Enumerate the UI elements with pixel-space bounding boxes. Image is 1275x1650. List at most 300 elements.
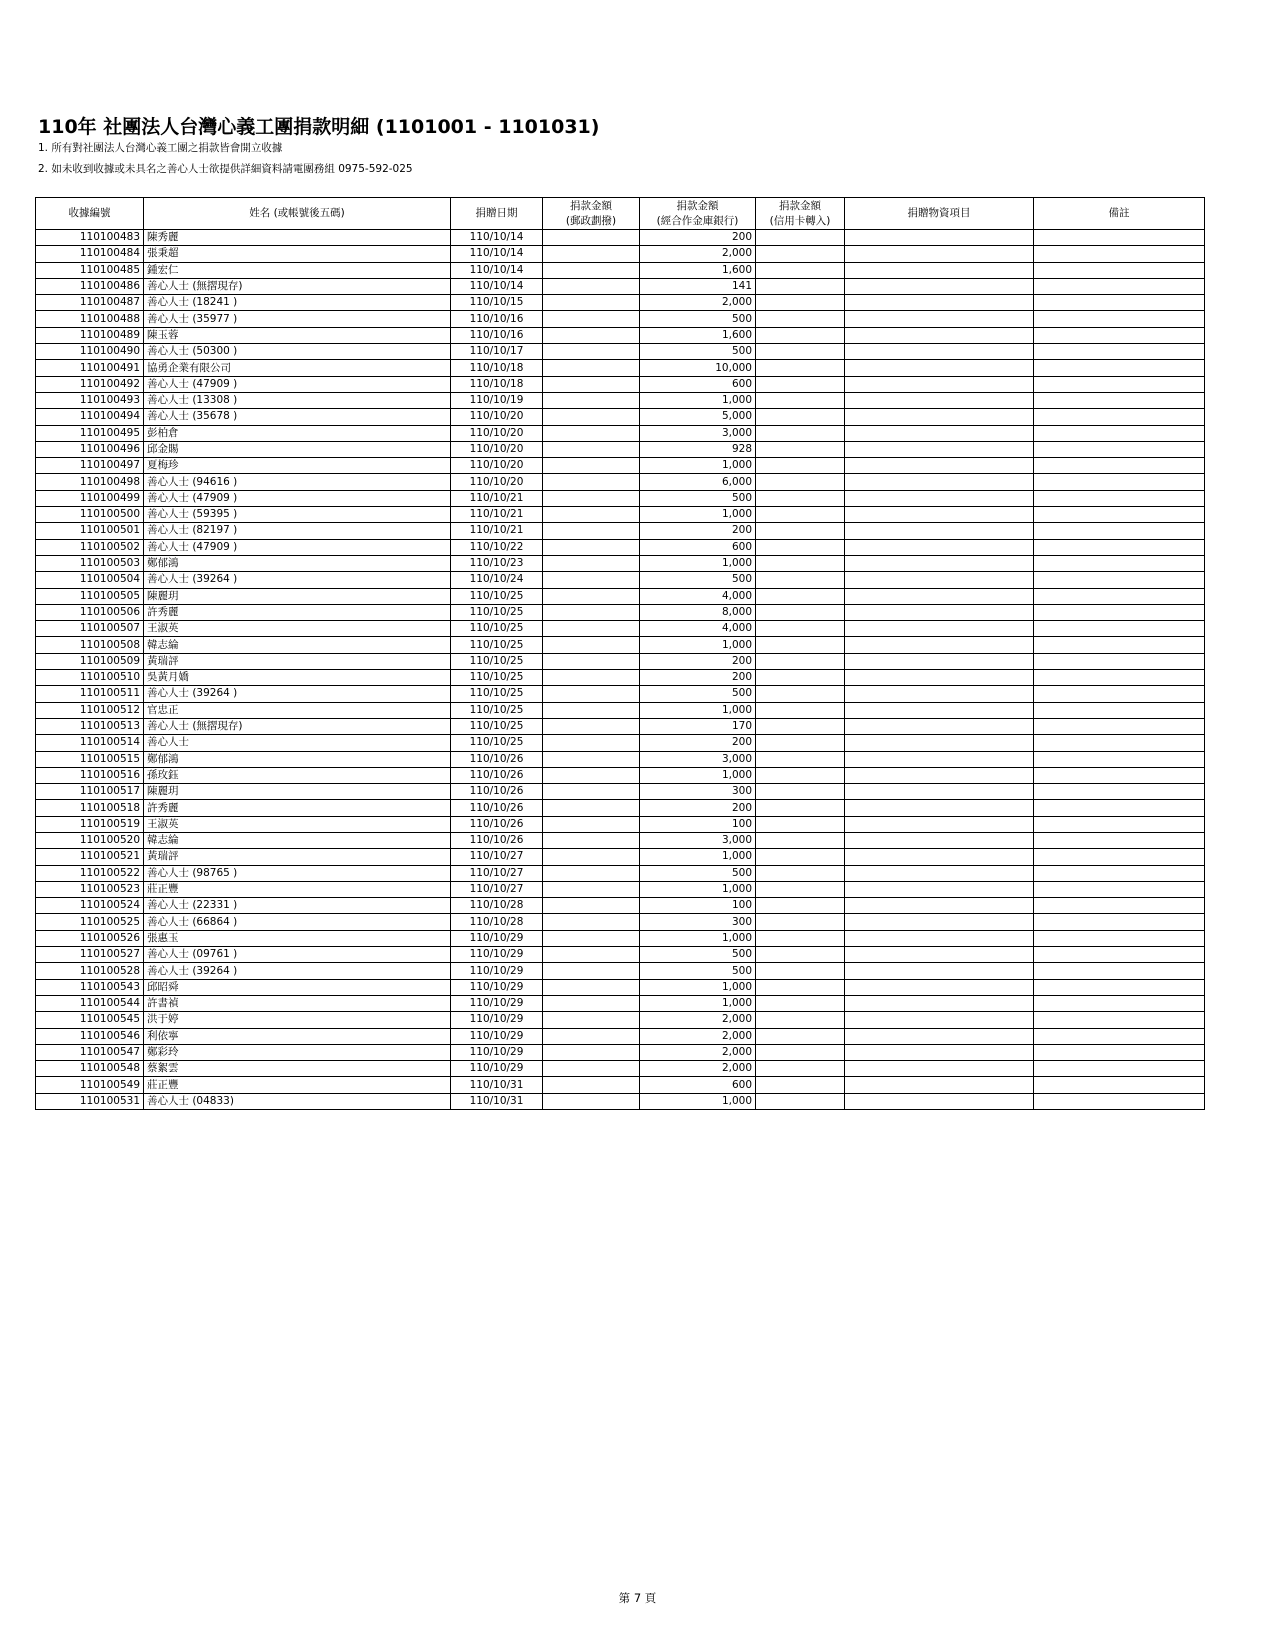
cell-name: 陳麗玥 [144,784,451,800]
cell-name: 善心人士 (82197 ) [144,523,451,539]
cell-amount-bank: 1,000 [640,849,756,865]
cell-receipt-no: 110100518 [36,800,144,816]
cell-amount-card [756,458,845,474]
cell-receipt-no: 110100484 [36,246,144,262]
cell-remarks [1034,555,1205,571]
cell-date: 110/10/21 [451,507,543,523]
cell-remarks [1034,278,1205,294]
cell-amount-bank: 200 [640,735,756,751]
cell-amount-card [756,735,845,751]
cell-amount-bank: 1,600 [640,327,756,343]
cell-amount-card [756,409,845,425]
cell-amount-card [756,621,845,637]
cell-amount-bank: 3,000 [640,751,756,767]
note-receipt-policy: 1. 所有對社團法人台灣心義工團之捐款皆會開立收據 [38,142,283,154]
header-amount-bank [640,198,756,230]
cell-goods [845,1028,1034,1044]
cell-name: 善心人士 (04833) [144,1093,451,1109]
cell-date: 110/10/20 [451,409,543,425]
cell-amount-postal [543,295,640,311]
cell-amount-card [756,295,845,311]
cell-amount-card [756,718,845,734]
cell-remarks [1034,930,1205,946]
cell-amount-postal [543,914,640,930]
cell-amount-card [756,653,845,669]
cell-remarks [1034,392,1205,408]
cell-name: 善心人士 (39264 ) [144,572,451,588]
cell-name: 官忠正 [144,702,451,718]
cell-goods [845,947,1034,963]
cell-amount-card [756,572,845,588]
cell-date: 110/10/18 [451,376,543,392]
cell-goods [845,898,1034,914]
cell-amount-bank: 170 [640,718,756,734]
cell-remarks [1034,849,1205,865]
table-row [36,1044,1205,1060]
cell-remarks [1034,898,1205,914]
cell-remarks [1034,295,1205,311]
cell-receipt-no: 110100498 [36,474,144,490]
cell-goods [845,311,1034,327]
table-row [36,930,1205,946]
header-name: 姓名 (或帳號後五碼) [144,198,451,230]
cell-name: 協勇企業有限公司 [144,360,451,376]
cell-date: 110/10/23 [451,555,543,571]
cell-goods [845,1077,1034,1093]
table-row [36,653,1205,669]
cell-goods [845,572,1034,588]
cell-name: 善心人士 (59395 ) [144,507,451,523]
cell-remarks [1034,1093,1205,1109]
cell-receipt-no: 110100506 [36,604,144,620]
cell-amount-postal [543,1044,640,1060]
cell-name: 邱金賜 [144,441,451,457]
table-row [36,230,1205,246]
header-receipt-no: 收據編號 [36,198,144,230]
cell-date: 110/10/25 [451,718,543,734]
page-number: 第 7 頁 [618,1591,657,1605]
cell-date: 110/10/14 [451,230,543,246]
cell-amount-postal [543,1093,640,1109]
cell-goods [845,360,1034,376]
cell-amount-postal [543,327,640,343]
cell-amount-bank: 8,000 [640,604,756,620]
cell-receipt-no: 110100523 [36,881,144,897]
cell-date: 110/10/15 [451,295,543,311]
cell-goods [845,1093,1034,1109]
cell-amount-bank: 1,000 [640,767,756,783]
cell-amount-postal [543,1028,640,1044]
cell-amount-bank: 3,000 [640,832,756,848]
cell-name: 陳麗玥 [144,588,451,604]
table-row [36,914,1205,930]
cell-date: 110/10/29 [451,979,543,995]
cell-amount-card [756,832,845,848]
cell-amount-postal [543,344,640,360]
cell-amount-postal [543,588,640,604]
cell-amount-bank: 1,000 [640,458,756,474]
cell-receipt-no: 110100545 [36,1012,144,1028]
cell-date: 110/10/25 [451,604,543,620]
cell-amount-bank: 1,000 [640,637,756,653]
cell-goods [845,963,1034,979]
cell-amount-postal [543,441,640,457]
cell-remarks [1034,947,1205,963]
cell-amount-postal [543,376,640,392]
header-remarks: 備註 [1034,198,1205,230]
table-row [36,588,1205,604]
cell-amount-card [756,702,845,718]
cell-amount-card [756,914,845,930]
cell-remarks [1034,262,1205,278]
donation-table [35,197,1205,1110]
cell-amount-card [756,474,845,490]
cell-receipt-no: 110100531 [36,1093,144,1109]
cell-amount-bank: 1,000 [640,507,756,523]
cell-amount-postal [543,995,640,1011]
cell-amount-card [756,311,845,327]
cell-amount-postal [543,458,640,474]
cell-receipt-no: 110100546 [36,1028,144,1044]
cell-amount-bank: 500 [640,311,756,327]
cell-amount-card [756,278,845,294]
cell-goods [845,881,1034,897]
cell-date: 110/10/16 [451,327,543,343]
cell-amount-bank: 2,000 [640,1012,756,1028]
cell-receipt-no: 110100513 [36,718,144,734]
cell-amount-postal [543,930,640,946]
cell-goods [845,604,1034,620]
cell-amount-postal [543,230,640,246]
cell-amount-postal [543,832,640,848]
header-goods: 捐贈物資項目 [845,198,1034,230]
cell-amount-card [756,392,845,408]
cell-amount-postal [543,979,640,995]
cell-date: 110/10/29 [451,1061,543,1077]
table-row [36,800,1205,816]
cell-amount-bank: 500 [640,572,756,588]
header-amount-postal [543,198,640,230]
cell-goods [845,555,1034,571]
table-row [36,392,1205,408]
cell-date: 110/10/25 [451,653,543,669]
cell-name: 鄭郁鴻 [144,555,451,571]
cell-receipt-no: 110100494 [36,409,144,425]
table-header-row [36,198,1205,230]
cell-remarks [1034,409,1205,425]
cell-amount-postal [543,1077,640,1093]
table-row [36,507,1205,523]
cell-date: 110/10/19 [451,392,543,408]
cell-name: 邱昭舜 [144,979,451,995]
cell-remarks [1034,604,1205,620]
cell-receipt-no: 110100525 [36,914,144,930]
table-row [36,621,1205,637]
cell-receipt-no: 110100485 [36,262,144,278]
header-date: 捐贈日期 [451,198,543,230]
cell-amount-card [756,979,845,995]
cell-amount-card [756,588,845,604]
cell-amount-postal [543,898,640,914]
cell-amount-bank: 1,000 [640,881,756,897]
cell-amount-bank: 1,000 [640,979,756,995]
cell-amount-postal [543,800,640,816]
cell-receipt-no: 110100483 [36,230,144,246]
cell-receipt-no: 110100507 [36,621,144,637]
cell-name: 莊正豐 [144,1077,451,1093]
table-row [36,490,1205,506]
cell-amount-bank: 2,000 [640,1028,756,1044]
cell-amount-bank: 928 [640,441,756,457]
cell-receipt-no: 110100527 [36,947,144,963]
cell-date: 110/10/28 [451,914,543,930]
cell-amount-bank: 300 [640,784,756,800]
cell-amount-bank: 1,000 [640,555,756,571]
cell-remarks [1034,881,1205,897]
table-row [36,262,1205,278]
table-row [36,1061,1205,1077]
cell-goods [845,784,1034,800]
cell-date: 110/10/20 [451,474,543,490]
cell-amount-bank: 500 [640,947,756,963]
cell-amount-postal [543,751,640,767]
cell-goods [845,735,1034,751]
cell-amount-card [756,963,845,979]
cell-amount-postal [543,653,640,669]
cell-amount-postal [543,604,640,620]
cell-remarks [1034,376,1205,392]
table-row [36,1093,1205,1109]
cell-name: 韓志綸 [144,637,451,653]
cell-receipt-no: 110100497 [36,458,144,474]
cell-amount-bank: 4,000 [640,621,756,637]
cell-date: 110/10/26 [451,751,543,767]
header-amount-postal-line2: (郵政劃撥) [565,214,617,227]
cell-date: 110/10/29 [451,963,543,979]
table-row [36,963,1205,979]
cell-name: 善心人士 (50300 ) [144,344,451,360]
cell-name: 黃瑞評 [144,653,451,669]
cell-amount-bank: 500 [640,963,756,979]
cell-goods [845,409,1034,425]
table-row [36,311,1205,327]
cell-date: 110/10/26 [451,816,543,832]
cell-remarks [1034,686,1205,702]
table-row [36,670,1205,686]
cell-name: 善心人士 (39264 ) [144,686,451,702]
cell-amount-card [756,1028,845,1044]
cell-goods [845,523,1034,539]
header-amount-card [756,198,845,230]
cell-amount-bank: 600 [640,539,756,555]
cell-date: 110/10/25 [451,588,543,604]
cell-remarks [1034,539,1205,555]
cell-remarks [1034,832,1205,848]
cell-date: 110/10/25 [451,637,543,653]
cell-date: 110/10/25 [451,621,543,637]
cell-amount-card [756,995,845,1011]
cell-amount-postal [543,246,640,262]
cell-date: 110/10/26 [451,800,543,816]
cell-name: 善心人士 (09761 ) [144,947,451,963]
table-row [36,686,1205,702]
cell-receipt-no: 110100543 [36,979,144,995]
table-row [36,246,1205,262]
cell-goods [845,278,1034,294]
cell-amount-bank: 500 [640,865,756,881]
cell-remarks [1034,344,1205,360]
header-amount-card-line1: 捐款金額 [779,199,821,212]
cell-goods [845,930,1034,946]
cell-date: 110/10/29 [451,947,543,963]
cell-name: 孫玫鈺 [144,767,451,783]
table-row [36,327,1205,343]
cell-remarks [1034,425,1205,441]
table-row [36,718,1205,734]
cell-amount-bank: 200 [640,523,756,539]
cell-name: 善心人士 (35977 ) [144,311,451,327]
cell-receipt-no: 110100495 [36,425,144,441]
cell-remarks [1034,963,1205,979]
cell-amount-bank: 200 [640,230,756,246]
cell-amount-bank: 2,000 [640,1061,756,1077]
cell-amount-bank: 10,000 [640,360,756,376]
cell-amount-postal [543,572,640,588]
cell-name: 善心人士 (39264 ) [144,963,451,979]
cell-name: 鍾宏仁 [144,262,451,278]
cell-receipt-no: 110100514 [36,735,144,751]
cell-amount-postal [543,881,640,897]
cell-receipt-no: 110100548 [36,1061,144,1077]
cell-name: 許秀麗 [144,800,451,816]
cell-remarks [1034,800,1205,816]
cell-name: 張惠玉 [144,930,451,946]
cell-amount-postal [543,637,640,653]
cell-date: 110/10/27 [451,881,543,897]
cell-date: 110/10/26 [451,832,543,848]
cell-amount-postal [543,865,640,881]
cell-remarks [1034,914,1205,930]
cell-name: 善心人士 (13308 ) [144,392,451,408]
cell-amount-bank: 500 [640,490,756,506]
cell-remarks [1034,523,1205,539]
cell-amount-bank: 300 [640,914,756,930]
cell-remarks [1034,441,1205,457]
cell-amount-card [756,784,845,800]
cell-name: 莊正豐 [144,881,451,897]
cell-amount-postal [543,1061,640,1077]
cell-name: 許書禎 [144,995,451,1011]
cell-receipt-no: 110100547 [36,1044,144,1060]
cell-amount-postal [543,360,640,376]
cell-remarks [1034,1077,1205,1093]
cell-name: 洪于婷 [144,1012,451,1028]
cell-remarks [1034,327,1205,343]
cell-date: 110/10/17 [451,344,543,360]
cell-remarks [1034,995,1205,1011]
cell-receipt-no: 110100505 [36,588,144,604]
cell-remarks [1034,360,1205,376]
cell-name: 王淑英 [144,621,451,637]
cell-date: 110/10/31 [451,1093,543,1109]
table-row [36,947,1205,963]
cell-name: 善心人士 (22331 ) [144,898,451,914]
table-row [36,702,1205,718]
table-row [36,767,1205,783]
cell-amount-card [756,865,845,881]
cell-name: 鄭彩玲 [144,1044,451,1060]
cell-amount-card [756,686,845,702]
cell-amount-postal [543,947,640,963]
cell-goods [845,230,1034,246]
cell-date: 110/10/26 [451,784,543,800]
note-contact-info: 2. 如未收到收據或未具名之善心人士欲提供詳細資料請電團務組 0975-592-025 [38,163,413,175]
cell-remarks [1034,311,1205,327]
cell-amount-card [756,898,845,914]
cell-remarks [1034,1012,1205,1028]
cell-amount-postal [543,523,640,539]
cell-name: 彭柏倉 [144,425,451,441]
cell-amount-postal [543,767,640,783]
cell-amount-postal [543,474,640,490]
table-row [36,523,1205,539]
cell-amount-bank: 6,000 [640,474,756,490]
cell-goods [845,637,1034,653]
cell-amount-card [756,1077,845,1093]
cell-receipt-no: 110100516 [36,767,144,783]
cell-amount-card [756,816,845,832]
cell-date: 110/10/25 [451,735,543,751]
table-row [36,441,1205,457]
table-row [36,376,1205,392]
cell-amount-postal [543,686,640,702]
cell-receipt-no: 110100521 [36,849,144,865]
cell-remarks [1034,865,1205,881]
cell-name: 善心人士 (98765 ) [144,865,451,881]
cell-goods [845,621,1034,637]
cell-amount-postal [543,409,640,425]
cell-amount-card [756,1093,845,1109]
cell-name: 吳黃月嬌 [144,670,451,686]
cell-goods [845,767,1034,783]
cell-amount-bank: 500 [640,686,756,702]
cell-receipt-no: 110100511 [36,686,144,702]
cell-goods [845,979,1034,995]
cell-receipt-no: 110100502 [36,539,144,555]
table-row [36,425,1205,441]
table-row [36,604,1205,620]
cell-name: 蔡絮雲 [144,1061,451,1077]
cell-goods [845,718,1034,734]
cell-amount-bank: 1,000 [640,702,756,718]
table-row [36,539,1205,555]
cell-date: 110/10/27 [451,849,543,865]
cell-receipt-no: 110100491 [36,360,144,376]
cell-remarks [1034,1028,1205,1044]
cell-remarks [1034,702,1205,718]
table-row [36,278,1205,294]
cell-remarks [1034,670,1205,686]
cell-amount-postal [543,621,640,637]
cell-name: 韓志綸 [144,832,451,848]
cell-amount-postal [543,392,640,408]
cell-remarks [1034,767,1205,783]
cell-goods [845,653,1034,669]
cell-goods [845,686,1034,702]
cell-date: 110/10/21 [451,523,543,539]
cell-receipt-no: 110100503 [36,555,144,571]
cell-remarks [1034,816,1205,832]
